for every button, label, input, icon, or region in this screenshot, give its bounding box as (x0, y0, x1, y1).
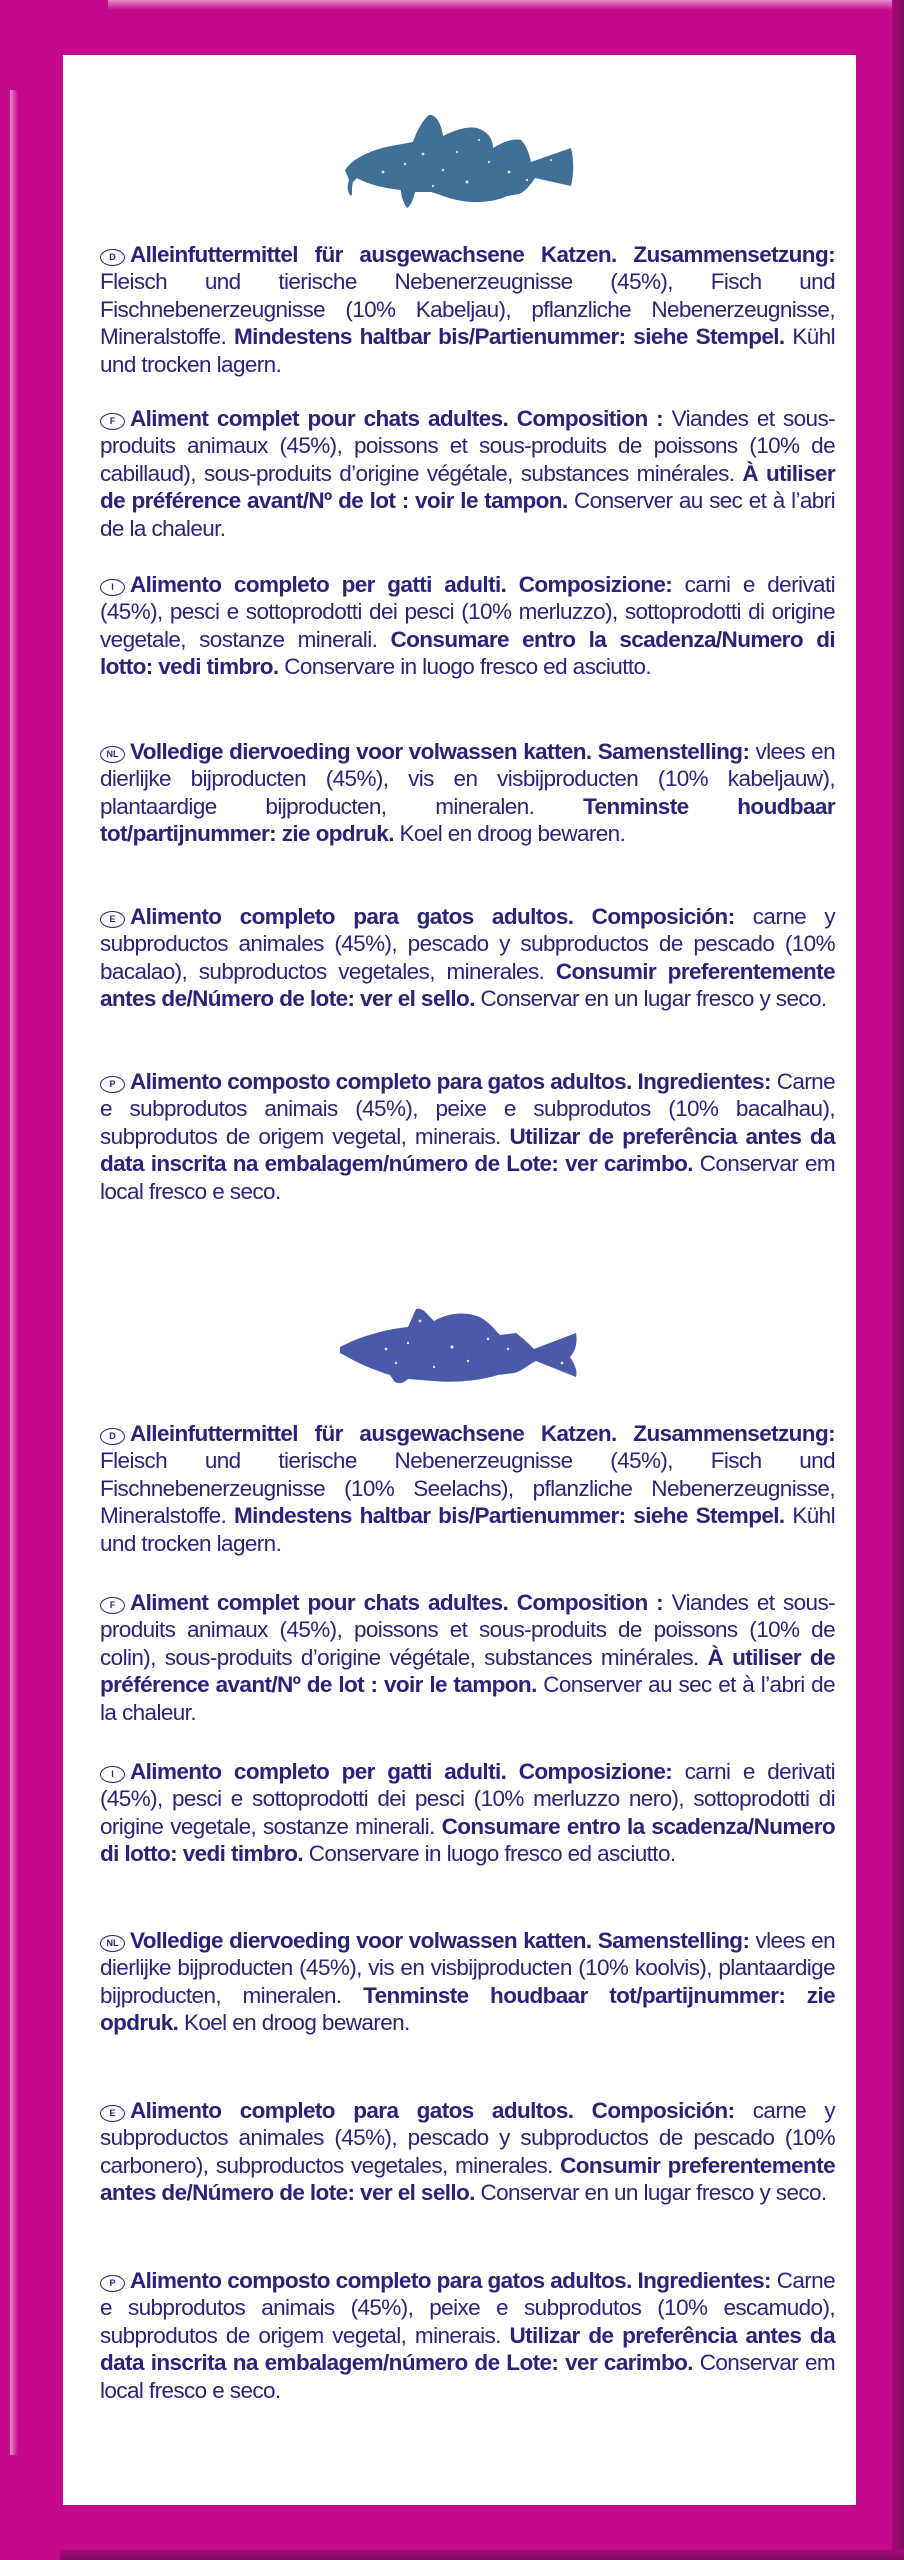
entry-storage-text: Conservar em local fresco e seco. (100, 2350, 836, 2403)
entry-text: Fleisch und tierische Nebenerzeugnisse (45%), Fisch und Fischnebenerzeugnisse (10% Kabeljau), pflanzliche Nebenerzeugnisse, Mineralstoffe. (100, 269, 835, 350)
entry-storage-text: Koel en droog bewaren. (393, 821, 626, 847)
language-badge-f: F (100, 1597, 125, 1614)
ingredients-entry-de (100, 1420, 835, 1557)
entry-bold-shelf-life: Mindestens haltbar bis/Partienummer: siehe Stempel. (234, 1503, 785, 1529)
frame-bevel-bottom (60, 2550, 904, 2560)
entry-text: carni e derivati (45%), pesci e sottoprodotti dei pesci (10% merluzzo), sottoprodotti di origine vegetale, sostanze minerali. (100, 572, 835, 652)
entry-bold-intro: Aliment complet pour chats adultes. Composition : (130, 1590, 664, 1615)
cod-fish-icon (343, 112, 575, 210)
entry-text: Viandes et sous-produits animaux (45%), poissons et sous-produits de poissons (10% de colin), sous-produits d’origine végétale, substances minérales. (100, 1590, 835, 1670)
frame-bevel-right (892, 0, 904, 2560)
ingredients-entry-de (100, 241, 835, 378)
language-badge-i: I (100, 1766, 125, 1783)
ingredients-entry-fr (100, 1589, 835, 1726)
entry-storage-text: Kühl und trocken lagern. (100, 324, 835, 377)
language-badge-p: P (100, 1076, 125, 1093)
entry-bold-shelf-life: Consumare entro la scadenza/Numero di lotto: vedi timbro. (100, 1813, 835, 1867)
ingredients-entry-it (100, 571, 835, 681)
entry-bold-intro: Volledige diervoeding voor volwassen katten. Samenstelling: (130, 739, 750, 764)
entry-storage-text: Conserver au sec et à l’abri de la chaleur. (100, 488, 835, 541)
language-badge-p: P (100, 2275, 125, 2292)
language-badge-f: F (100, 413, 125, 430)
ingredients-entry-pt (100, 2267, 835, 2404)
entry-bold-intro: Aliment complet pour chats adultes. Composition : (130, 406, 664, 431)
entry-bold-shelf-life: Tenminste houdbaar tot/partijnummer: zie opdruk. (100, 1982, 836, 2036)
entry-text: carni e derivati (45%), pesci e sottoprodotti dei pesci (10% merluzzo nero), sottoprodotti di origine vegetale, sostanze minerali. (100, 1759, 835, 1839)
language-badge-i: I (100, 579, 125, 596)
language-badge-nl: NL (100, 746, 125, 763)
entry-storage-text: Kühl und trocken lagern. (100, 1503, 835, 1556)
entry-bold-shelf-life: Utilizar de preferência antes da data inscrita na embalagem/número de Lote: ver carimbo. (100, 2322, 835, 2376)
entry-bold-intro: Alleinfuttermittel für ausgewachsene Katzen. Zusammensetzung: (130, 242, 835, 267)
entry-bold-intro: Alimento composto completo para gatos adultos. Ingredientes: (130, 1069, 771, 1094)
entry-storage-text: Conservare in luogo fresco ed asciutto. (303, 1841, 676, 1867)
language-badge-e: E (100, 911, 125, 928)
language-badge-d: D (100, 1428, 125, 1445)
entry-bold-intro: Volledige diervoeding voor volwassen katten. Samenstelling: (130, 1928, 750, 1953)
language-badge-d: D (100, 249, 125, 266)
entry-text: carne y subproductos animales (45%), pescado y subproductos de pescado (10% bacalao), subproductos vegetales, minerales. (100, 904, 835, 984)
entry-text: carne y subproductos animales (45%), pescado y subproductos de pescado (10% carbonero), subproductos vegetales, minerales. (100, 2098, 835, 2178)
entry-storage-text: Conservar en un lugar fresco y seco. (474, 986, 827, 1012)
entry-bold-shelf-life: Consumir preferentemente antes de/Número de lote: ver el sello. (100, 958, 835, 1012)
entry-bold-intro: Alimento completo per gatti adulti. Composizione: (130, 572, 673, 597)
frame-bevel-left (10, 90, 18, 2455)
ingredients-entry-es (100, 2097, 835, 2207)
entry-storage-text: Conserver au sec et à l’abri de la chaleur. (100, 1672, 835, 1725)
entry-bold-shelf-life: Tenminste houdbaar tot/partijnummer: zie opdruk. (100, 793, 835, 847)
entry-text: vlees en dierlijke bijproducten (45%), vis en visbijproducten (10% koolvis), plantaardige bijproducten, mineralen. (100, 1928, 835, 2008)
entry-bold-intro: Alimento completo per gatti adulti. Composizione: (130, 1759, 673, 1784)
ingredients-entry-nl (100, 738, 835, 848)
entry-bold-intro: Alimento composto completo para gatos adultos. Ingredientes: (130, 2268, 771, 2293)
entry-storage-text: Conservar em local fresco e seco. (100, 1151, 836, 1204)
entry-bold-shelf-life: Mindestens haltbar bis/Partienummer: siehe Stempel. (234, 324, 785, 350)
entry-bold-shelf-life: À utiliser de préférence avant/Nº de lot : voir le tampon. (100, 1644, 835, 1698)
ingredients-entry-it (100, 1758, 835, 1868)
entry-text: Viandes et sous-produits animaux (45%), poissons et sous-produits de poissons (10% de cabillaud), sous-produits d’origine végétale, substances minérales. (100, 406, 835, 486)
pollock-fish-icon (338, 1303, 582, 1385)
entry-bold-shelf-life: À utiliser de préférence avant/Nº de lot : voir le tampon. (100, 460, 835, 514)
frame-bevel-top (108, 0, 896, 10)
entry-bold-intro: Alleinfuttermittel für ausgewachsene Katzen. Zusammensetzung: (130, 1421, 835, 1446)
entry-storage-text: Conservare in luogo fresco ed asciutto. (278, 654, 652, 680)
entry-storage-text: Koel en droog bewaren. (178, 2010, 410, 2036)
ingredients-entry-fr (100, 405, 835, 542)
entry-text: Carne e subprodutos animais (45%), peixe e subprodutos (10% escamudo), subprodutos de origem vegetal, minerais. (100, 2268, 835, 2348)
entry-text: Fleisch und tierische Nebenerzeugnisse (45%), Fisch und Fischnebenerzeugnisse (10% Seelachs), pflanzliche Nebenerzeugnisse, Mineralstoffe. (100, 1448, 835, 1529)
entry-storage-text: Conservar en un lugar fresco y seco. (474, 2180, 827, 2206)
entry-bold-shelf-life: Utilizar de preferência antes da data inscrita na embalagem/número de Lote: ver carimbo. (100, 1123, 835, 1177)
entry-bold-intro: Alimento completo para gatos adultos. Composición: (130, 2098, 735, 2123)
language-badge-e: E (100, 2105, 125, 2122)
entry-text: Carne e subprodutos animais (45%), peixe e subprodutos (10% bacalhau), subprodutos de origem vegetal, minerais. (100, 1069, 835, 1149)
ingredients-entry-nl (100, 1927, 835, 2037)
entry-bold-shelf-life: Consumare entro la scadenza/Numero di lotto: vedi timbro. (100, 626, 835, 680)
entry-text: vlees en dierlijke bijproducten (45%), vis en visbijproducten (10% kabeljauw), plantaardige bijproducten, mineralen. (100, 739, 835, 819)
language-badge-nl: NL (100, 1935, 125, 1952)
entry-bold-intro: Alimento completo para gatos adultos. Composición: (130, 904, 735, 929)
ingredients-entry-es (100, 903, 835, 1013)
ingredients-entry-pt (100, 1068, 835, 1205)
entry-bold-shelf-life: Consumir preferentemente antes de/Número de lote: ver el sello. (100, 2152, 835, 2206)
